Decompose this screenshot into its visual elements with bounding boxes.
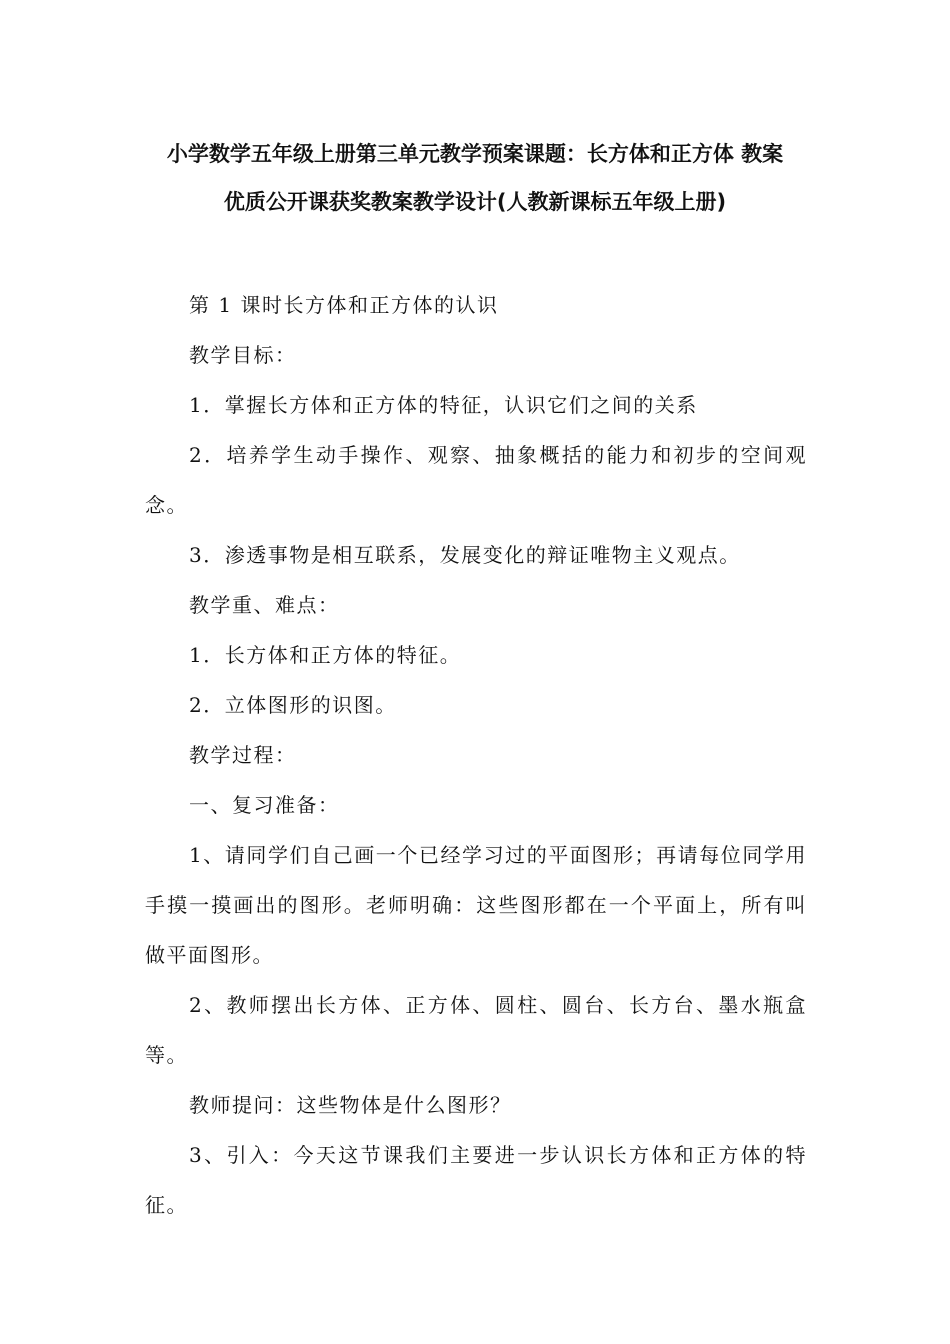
- section-heading-process: 教学过程：: [189, 743, 297, 767]
- objective-item-3: 3．渗透事物是相互联系，发展变化的辩证唯物主义观点。: [189, 543, 741, 567]
- title-line-1: 小学数学五年级上册第三单元教学预案课题：长方体和正方体 教案: [166, 142, 784, 166]
- section-heading-key-points: 教学重、难点：: [189, 593, 340, 617]
- process-step-2: 2、教师摆出长方体、正方体、圆柱、圆台、长方台、墨水瓶盒等。: [145, 993, 807, 1067]
- title-line-2: 优质公开课获奖教案教学设计(人教新课标五年级上册): [223, 190, 727, 214]
- process-step-3: 3、引入：今天这节课我们主要进一步认识长方体和正方体的特征。: [145, 1143, 807, 1217]
- key-point-item-1: 1．长方体和正方体的特征。: [189, 643, 462, 667]
- teacher-question: 教师提问：这些物体是什么图形？: [189, 1093, 512, 1117]
- section-heading-review: 一、复习准备：: [189, 793, 340, 817]
- document-title: [100, 130, 850, 226]
- key-point-item-2: 2．立体图形的识图。: [189, 693, 397, 717]
- section-heading-objectives: 教学目标：: [189, 343, 297, 367]
- objective-item-2: 2．培养学生动手操作、观察、抽象概括的能力和初步的空间观念。: [145, 443, 807, 517]
- process-step-1: 1、请同学们自己画一个已经学习过的平面图形；再请每位同学用手摸一摸画出的图形。老师明确：这些图形都在一个平面上，所有叫做平面图形。: [145, 843, 807, 967]
- objective-item-1: 1．掌握长方体和正方体的特征，认识它们之间的关系: [189, 393, 698, 417]
- lesson-heading: 第 1 课时长方体和正方体的认识: [189, 293, 499, 317]
